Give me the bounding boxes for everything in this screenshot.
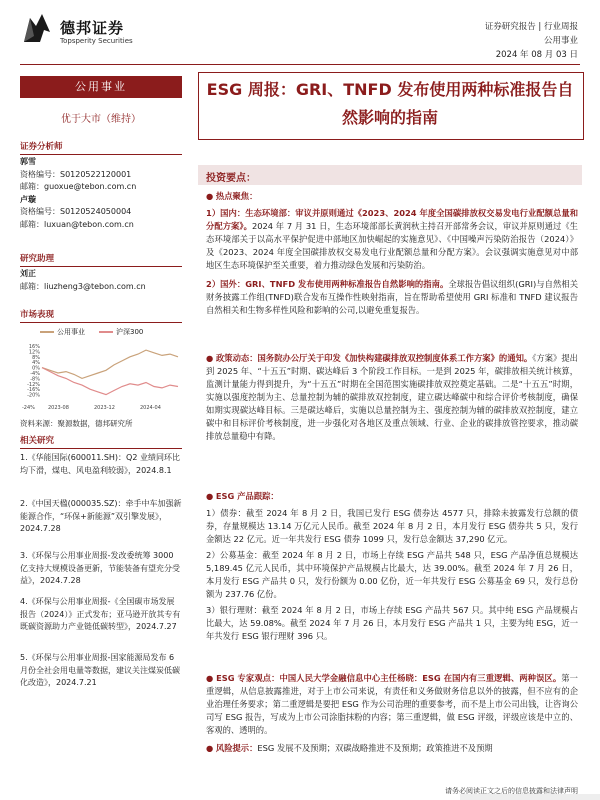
x-tick-label: 2024-04	[140, 405, 161, 411]
header-divider	[20, 64, 580, 65]
assistant-email[interactable]: 邮箱：liuzheng3@tebon.com.cn	[20, 281, 146, 291]
esg-title: ESG 产品跟踪：	[215, 491, 279, 501]
policy-section	[206, 352, 578, 443]
bullet-icon: ●	[206, 743, 216, 753]
ref-item[interactable]: 4.《环保与公用事业周报-《全国碳市场发展报告（2024）》正式发布；亚马逊开放其专有既碳资源助力产业链低碳转型》，2024.7.27	[20, 597, 181, 631]
analyst-name: 郭雪	[20, 157, 36, 166]
ref-item[interactable]: 5.《环保与公用事业周报-国家能源局发布 6 月份全社会用电量等数据，建议关注煤炭低碳化改造》，2024.7.21	[20, 653, 180, 687]
x-tick-label: 2023-12	[94, 405, 115, 411]
y-tick-label: -12%	[27, 381, 40, 388]
report-sector: 公用事业	[543, 36, 578, 46]
report-date: 2024 年 08 月 03 日	[495, 50, 578, 60]
footer-disclaimer[interactable]: 请务必阅读正文之后的信息披露和法律声明	[445, 787, 578, 795]
brand-name: 德邦证券	[60, 19, 125, 37]
expert-body: 第一重逻辑，从信息披露推进，对于上市公司来说，有责任和义务做财务信息以外的披露，但不应有的企业治理任务要求；第二重逻辑是要把 ESG 作为公司治理的重要参考，而不是上市公司出钱，让咨询公司写 ESG 报告，写成为上市公司涂脂抹粉的内容；第三重逻辑，做 ESG 评级，评级应该是中立的、客观的、透明的。	[206, 673, 578, 735]
expert-section	[206, 672, 578, 737]
esg-section	[206, 490, 578, 643]
risk-section	[206, 742, 578, 755]
analyst-email[interactable]: 邮箱：luxuan@tebon.com.cn	[20, 219, 134, 229]
hot-point-2-heading: 2）国外：GRI、TNFD 发布使用两种标准报告自然影响的指南。	[206, 279, 449, 289]
esg-wealth: 3）银行理财：截至 2024 年 8 月 2 日，市场上存续 ESG 产品共 567 只。其中纯 ESG 产品规模占比最大，达 59.08%。截至 2024 年 7 月 26 日，本月发行 ESG 产品共 1 只，主要为纯 ESG，近一年共发行 ESG 银行理财 396 只。	[206, 605, 578, 641]
legend-label: 公用事业	[57, 328, 85, 336]
bullet-icon: ●	[206, 491, 216, 501]
bullet-icon: ●	[206, 673, 217, 683]
hot-section	[206, 190, 578, 317]
report-meta	[485, 20, 578, 62]
brand-name-en: Topsperity Securities	[60, 37, 133, 45]
hot-title: 热点聚焦：	[215, 191, 258, 201]
y-tick-label: -20%	[27, 392, 40, 399]
x-tick-label: -24%	[22, 405, 35, 411]
sector-label: 公用事业	[20, 76, 182, 98]
y-tick-label: -4%	[30, 371, 40, 377]
market-chart	[20, 342, 182, 412]
analyst-cert: 资格编号：S0120522120001	[20, 169, 132, 179]
market-title: 市场表现	[20, 308, 182, 323]
page-title: ESG 周报：GRI、TNFD 发布使用两种标准报告自然影响的指南	[206, 80, 574, 127]
hot-point-1-body: 2024 年 7 月 31 日，生态环境部部长黄润秋主持召开部常务会议，审议并原则通过《生态环境部关于以高水平保护促进中部地区加快崛起的实施意见》、《中国噪声污染防治报告（2024）》及《2023、2024 年度全国碳排放权交易发电行业配额总量和分配方案》。会议强调实施意见对中部地区生态环境保护至关重要，着力推动绿色发展和污染防治。	[206, 221, 578, 270]
y-tick-label: -16%	[27, 387, 40, 394]
legend-item	[40, 327, 85, 337]
ref-item[interactable]: 2.《中国天楹(000035.SZ)：牵手中车加强新能源合作，“环保+新能源”双引擎发展》，2024.7.28	[20, 499, 182, 533]
risk-heading: 风险提示：	[215, 743, 258, 753]
x-tick-label: 2023-08	[48, 405, 69, 411]
analysts-title: 证券分析师	[20, 140, 182, 155]
policy-body: 《方案》提出到 2025 年、“十五五”时期、碳达峰后 3 个阶段工作目标。一是到 2025 年，碳排放相关统计核算，监测计量能力得到提升，为“十五五”时期在全国范围实施碳排放双控奠定基础。二是“十五五”时期，实施以强度控制为主、总量控制为辅的碳排放双控制度，建立碳达峰碳中和综合评价考核制度，确保如期实现碳达峰目标。三是碳达峰后，实施以总量控制为主、强度控制为辅的碳排放双控制度，建立碳中和目标评价考核制度，进一步强化对各地区及重点领域、行业、企业的碳排放管控要求，推动碳排放总量稳中有降。	[206, 353, 578, 441]
legend-label: 沪深300	[116, 328, 144, 336]
y-tick-label: 16%	[28, 344, 40, 350]
assistant-name: 刘正	[20, 269, 36, 278]
y-tick-label: 4%	[32, 360, 40, 367]
legend-item	[99, 327, 143, 337]
analyst-list	[20, 156, 182, 231]
bullet-icon: ●	[206, 353, 216, 363]
policy-heading: 政策动态：国务院办公厅关于印发《加快构建碳排放双控制度体系工作方案》的通知。	[215, 353, 533, 363]
esg-funds: 2）公募基金：截至 2024 年 8 月 2 日，市场上存续 ESG 产品共 548 只，ESG 产品净值总规模达 5,189.45 亿元人民币，其中环境保护产品规模占比最大，达 39.00%。截至 2024 年 7 月 26 日，本月发行 ESG 产品共 0 只，发行份额为 0.00 亿份，近一年共发行 ESG 公募基金 69 只，发行总份额为 237.76 亿份。	[206, 550, 578, 599]
bullet-icon: ●	[206, 191, 216, 201]
hot-point-2-body: 全球报告倡议组织(GRI)与自然相关财务披露工作组(TNFD)联合发布互操作性映射指南，旨在帮助希望使用 GRI 标准和 TNFD 建议报告自然相关和生物多样性风险和影响的公司,以避免重复报告。	[206, 279, 578, 315]
rating-label: 优于大市（维持）	[61, 114, 141, 125]
y-tick-label: -8%	[30, 376, 40, 383]
report-type: 证券研究报告 | 行业周报	[484, 22, 578, 32]
analyst-email[interactable]: 邮箱：guoxue@tebon.com.cn	[20, 182, 137, 191]
brand-logo-icon	[20, 12, 56, 46]
assistant-info	[20, 268, 182, 293]
chart-legend	[40, 327, 143, 337]
analyst-cert: 资格编号：S0120524050004	[20, 207, 132, 216]
y-tick-label: 0%	[32, 365, 40, 372]
ref-item[interactable]: 1.《华能国际(600011.SH)：Q2 业绩同环比均下滑，煤电、风电盈利较弱》，2024.8.1	[20, 453, 180, 475]
series-line-1	[42, 350, 178, 378]
refs-title: 相关研究	[20, 434, 182, 449]
chart-source: 资料来源：聚源数据，德邦研究所	[20, 419, 133, 428]
y-tick-label: 8%	[32, 354, 40, 361]
y-tick-label: 12%	[28, 349, 40, 356]
analyst-name: 卢璇	[20, 194, 36, 204]
assistant-title: 研究助理	[20, 252, 182, 267]
esg-bonds: 1）债券：截至 2024 年 8 月 2 日，我国已发行 ESG 债券达 4577 只，排除未披露发行总额的债券，存量规模达 13.14 万亿元人民币。截至 2024 年 8 月 2 日，本月发行 ESG 债券共 5 只，发行金额达 22 亿元。近一年共发行 ESG 债券 1099 只，发行总金额达 37,290 亿元。	[206, 508, 578, 544]
risk-body: ESG 发展不及预期；双碳战略推进不及预期；政策推进不及预期	[257, 743, 493, 753]
points-title: 投资要点：	[206, 173, 256, 184]
ref-item[interactable]: 3.《环保与公用事业周报-发改委统筹 3000 亿支持大规模设备更新，节能装备有望充分受益》，2024.7.28	[20, 551, 180, 585]
expert-heading: ESG 专家观点：中国人民大学金融信息中心主任杨晓：ESG 在国内有三重逻辑、两种误区。	[216, 673, 562, 683]
hot-point-1-heading: 1）国内：生态环境部：审议并原则通过《2023、2024 年度全国碳排放权交易发电行业配额总量和分配方案》。	[206, 208, 578, 231]
